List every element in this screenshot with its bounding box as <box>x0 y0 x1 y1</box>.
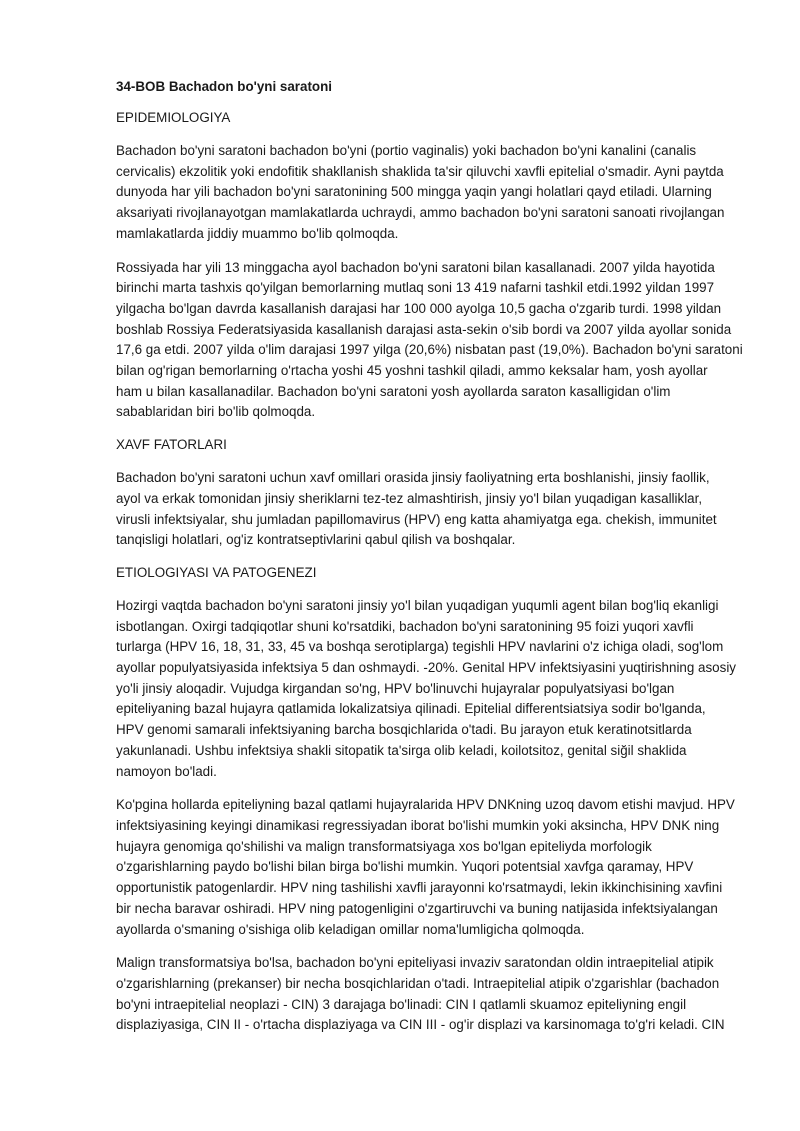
paragraph-line: hujayra genomiga qo'shilishi va malign transformatsiyaga xos bo'lgan epiteliyda morfologik <box>116 838 652 854</box>
paragraph-line: o'zgarishlarning (prekanser) bir necha bosqichlaridan o'tadi. Intraepitelial atipik o'zgarishlar (bachadon <box>116 975 720 991</box>
paragraph-line: ham u bilan kasallanadilar. Bachadon bo'yni saratoni yosh ayollarda saraton kasalligidan o'lim <box>116 383 671 399</box>
paragraph-line: o'zgarishlarning paydo bo'lishi bilan birga bo'lishi mumkin. Yuqori potentsial xavfga qaramay, HPV <box>116 859 694 875</box>
document-body <box>116 78 743 1049</box>
paragraph-line: cervicalis) ekzolitik yoki endofitik shakllanish shaklida ta'sir qiluvchi xavfli epitelial o'smadir. Ayni paytda <box>116 163 724 179</box>
paragraph <box>116 468 717 551</box>
paragraph-line: boshlab Rossiya Federatsiyasida kasallanish darajasi asta-sekin o'sib bordi va 2007 yilda ayollar sonida <box>116 321 732 337</box>
paragraph-line: aksariyati rivojlanayotgan mamlakatlarda uchraydi, ammo bachadon bo'yni saratoni sanoati rivojlangan <box>116 205 725 221</box>
paragraph <box>116 141 725 245</box>
paragraph-line: bo'yni intraepitelial neoplazi - CIN) 3 darajaga bo'linadi: CIN I qatlamli skuamoz epiteliyning engil <box>116 996 687 1012</box>
paragraph-line: namoyon bo'ladi. <box>116 763 217 779</box>
paragraph-line: virusli infektsiyalar, shu jumladan papillomavirus (HPV) eng katta ahamiyatga ega. chekish, immunitet <box>116 511 717 527</box>
paragraph <box>116 596 736 782</box>
paragraph-line: yilgacha bo'lgan davrda kasallanish darajasi har 100 000 ayolga 10,5 gacha o'zgarib turdi. 1998 yildan <box>116 300 722 316</box>
chapter-title: 34-BOB Bachadon bo'yni saratoni <box>116 79 332 94</box>
paragraph-line: yo'li jinsiy aloqadir. Vujudga kirgandan so'ng, HPV bo'linuvchi hujayralar populyatsiyasi bo'lgan <box>116 680 675 696</box>
paragraph-line: opportunistik patogenlardir. HPV ning tashilishi xavfli jarayonni ko'rsatmaydi, lekin ikkinchisining xavfini <box>116 880 723 896</box>
paragraph-line: sabablaridan biri bo'lib qolmoqda. <box>116 404 316 420</box>
paragraph-line: ayol va erkak tomonidan jinsiy sheriklarni tez-tez almashtirish, jinsiy yo'l bilan yuqadigan kasalliklar, <box>116 490 703 506</box>
section-heading: XAVF FATORLARI <box>116 437 227 453</box>
paragraph-line: displaziyasiga, CIN II - o'rtacha displaziyaga va CIN III - og'ir displazi va karsinomaga to'g'ri keladi. CIN <box>116 1017 725 1033</box>
paragraph-line: Malign transformatsiya bo'lsa, bachadon bo'yni epiteliyasi invaziv saratondan oldin intraepitelial atipik <box>116 955 714 971</box>
paragraph-line: ayollar populyatsiyasida infektsiya 5 dan oshmaydi. -20%. Genital HPV infektsiyasini yuqtirishning asosiy <box>116 660 736 676</box>
paragraph-line: Rossiyada har yili 13 minggacha ayol bachadon bo'yni saratoni bilan kasallanadi. 2007 yilda hayotida <box>116 259 715 275</box>
paragraph <box>116 795 735 940</box>
paragraph-line: Bachadon bo'yni saratoni bachadon bo'yni (portio vaginalis) yoki bachadon bo'yni kanalini (canalis <box>116 143 697 158</box>
paragraph-line: dunyoda har yili bachadon bo'yni saratonining 500 mingga yaqin yangi holatlari qayd etiladi. Ularning <box>116 184 712 200</box>
paragraph-line: 17,6 ga etdi. 2007 yilda o'lim darajasi 1997 yilga (20,6%) nisbatan past (19,0%). Bachadon bo'yni saratoni <box>116 342 743 358</box>
paragraph-line: isbotlangan. Oxirgi tadqiqotlar shuni ko'rsatdiki, bachadon bo'yni saratonining 95 foizi yuqori xavfli <box>116 618 694 634</box>
paragraph-line: birinchi marta tashxis qo'yilgan bemorlarning mutlaq soni 13 419 nafarni tashkil etdi.1992 yildan 1997 <box>116 280 715 296</box>
paragraph-line: infektsiyasining keyingi dinamikasi regressiyadan iborat bo'lishi mumkin yoki aksincha, HPV DNK ning <box>116 817 720 833</box>
paragraph-line: Bachadon bo'yni saratoni uchun xavf omillari orasida jinsiy faoliyatning erta boshlanishi, jinsiy faollik, <box>116 470 710 486</box>
paragraph-line: bir necha baravar oshiradi. HPV ning patogenligini o'zgartiruvchi va buning natijasida infektsiyalangan <box>116 900 718 916</box>
paragraph-line: HPV genomi samarali infektsiyaning barcha bosqichlarida o'tadi. Bu jarayon etuk keratinotsitlarda <box>116 722 692 738</box>
paragraph-line: yakunlanadi. Ushbu infektsiya shakli sitopatik ta'sirga olib keladi, koilotsitoz, genital siğil shaklida <box>116 742 687 758</box>
paragraph-line: Ko'pgina hollarda epiteliyning bazal qatlami hujayralarida HPV DNKning uzoq davom etishi mavjud. HPV <box>116 797 735 813</box>
paragraph-line: Hozirgi vaqtda bachadon bo'yni saratoni jinsiy yo'l bilan yuqadigan yuqumli agent bilan bog'liq ekanligi <box>116 597 719 613</box>
paragraph <box>116 258 743 424</box>
paragraph-line: tanqisligi holatlari, og'iz kontratseptivlarini qabul qilish va boshqalar. <box>116 532 516 548</box>
paragraph-line: epiteliyaning bazal hujayra qatlamida lokalizatsiya qilinadi. Epitelial differentsiatsiya sodir bo'lganda, <box>116 701 706 717</box>
paragraph-line: mamlakatlarda jiddiy muammo bo'lib qolmoqda. <box>116 225 399 241</box>
paragraph-line: bilan og'rigan bemorlarning o'rtacha yoshi 45 yoshni tashkil qiladi, ammo keksalar ham, yosh ayollar <box>116 363 708 379</box>
paragraph <box>116 953 725 1036</box>
section-heading: EPIDEMIOLOGIYA <box>116 110 231 125</box>
section-heading: ETIOLOGIYASI VA PATOGENEZI <box>116 564 317 580</box>
paragraph-line: turlarga (HPV 16, 18, 31, 33, 45 va boshqa serotiplarga) tegishli HPV navlarini o'z ichiga oladi, sog'lom <box>116 639 724 655</box>
paragraph-line: ayollarda o'smaning o'sishiga olib keladigan omillar noma'lumligicha qolmoqda. <box>116 921 585 937</box>
